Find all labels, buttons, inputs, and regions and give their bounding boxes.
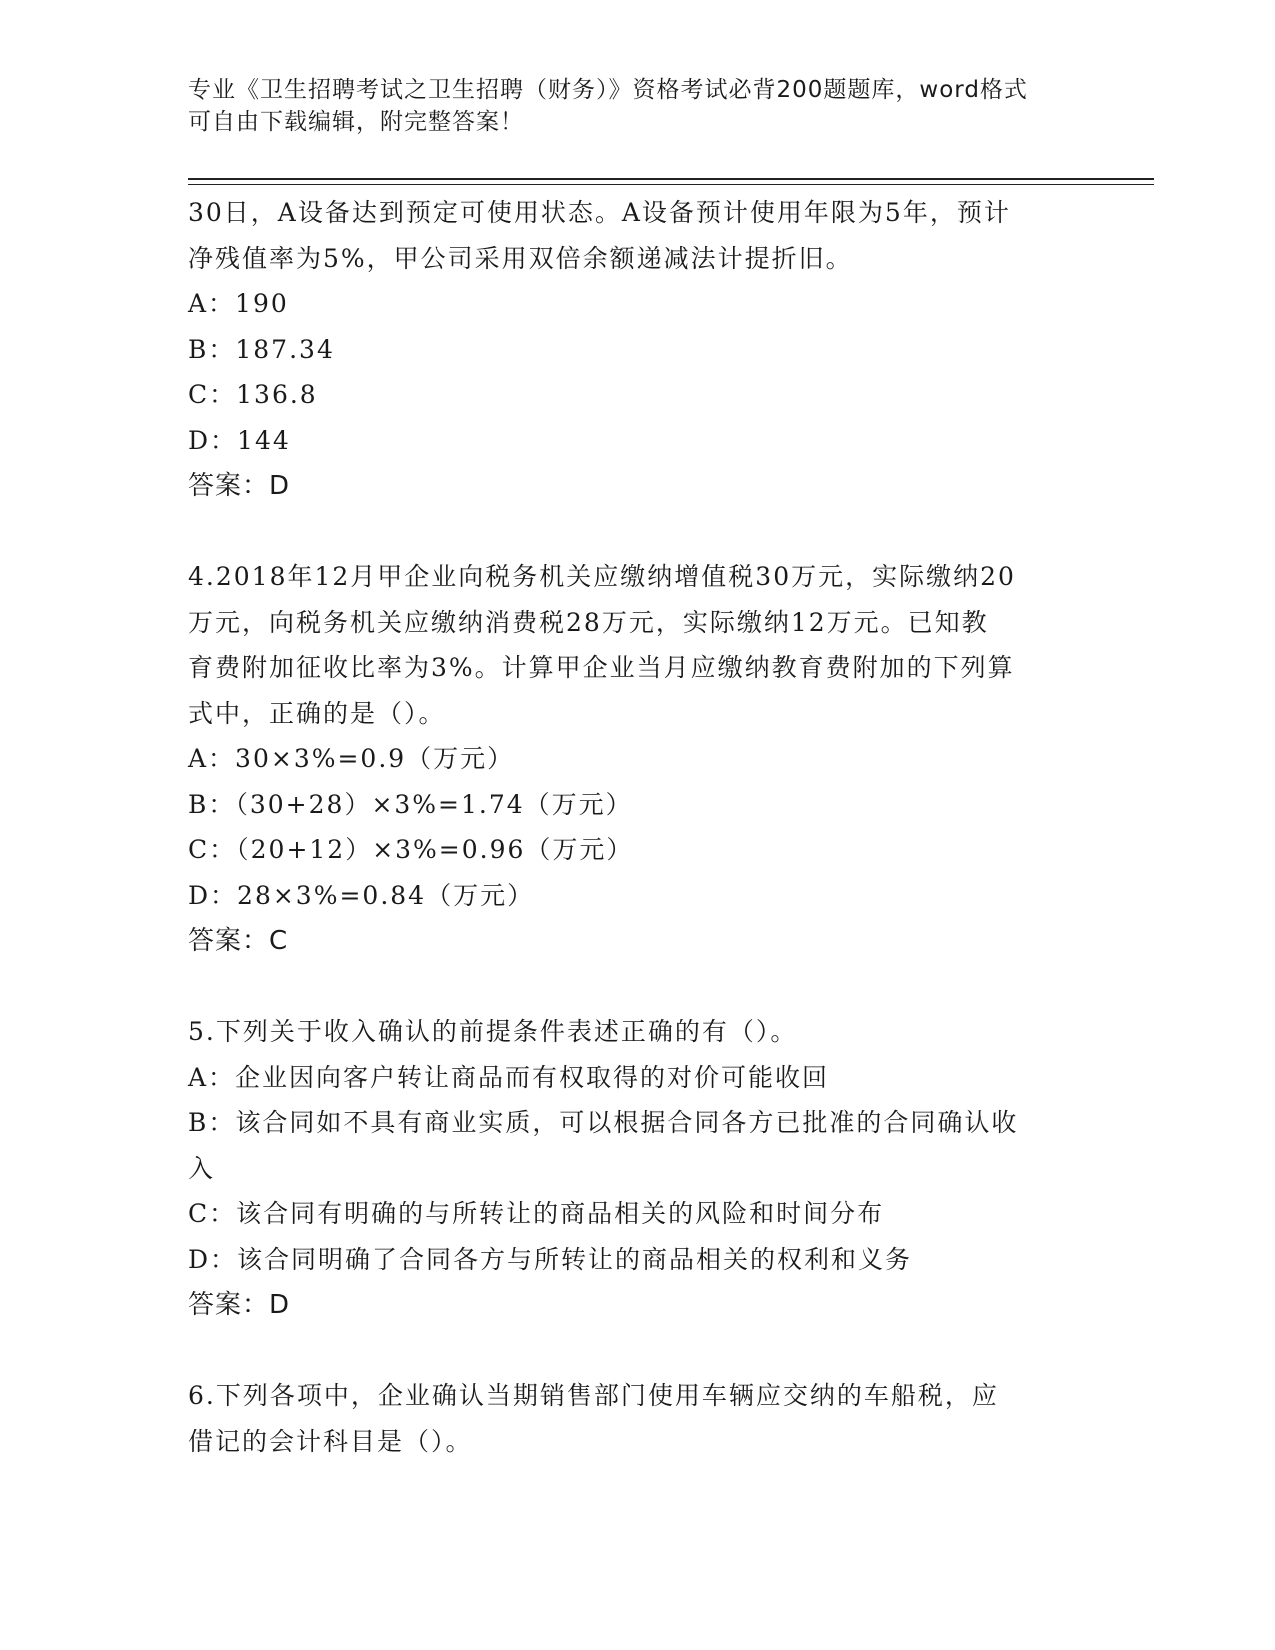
option-d: D：144	[188, 425, 291, 455]
question-text-line: 5.下列关于收入确认的前提条件表述正确的有（）。	[188, 1017, 798, 1046]
option-d: D：28×3%=0.84（万元）	[188, 880, 535, 910]
option-a: A：企业因向客户转让商品而有权取得的对价可能收回	[188, 1062, 830, 1092]
question-6	[188, 1373, 1078, 1464]
answer-label: 答案：D	[188, 471, 291, 501]
question-text-line: 净残值率为5%，甲公司采用双倍余额递减法计提折旧。	[188, 243, 853, 273]
option-c: C：136.8	[188, 380, 318, 409]
question-spacer	[188, 964, 1078, 1009]
question-text-line: 30日，A设备达到预定可使用状态。A设备预计使用年限为5年，预计	[188, 198, 1011, 227]
option-b: B：187.34	[188, 334, 335, 364]
question-4	[188, 554, 1078, 964]
option-b: B：（30+28）×3%=1.74（万元）	[188, 789, 633, 819]
answer-label: 答案：C	[188, 926, 289, 956]
question-text-line: 式中，正确的是（）。	[188, 698, 446, 728]
option-a: A：190	[188, 289, 289, 318]
option-d: D：该合同明确了合同各方与所转让的商品相关的权利和义务	[188, 1244, 913, 1274]
question-text-line: 育费附加征收比率为3%。计算甲企业当月应缴纳教育费附加的下列算	[188, 653, 1015, 682]
question-spacer	[188, 1328, 1078, 1373]
option-c: C：该合同有明确的与所转让的商品相关的风险和时间分布	[188, 1199, 885, 1228]
option-b-continued: 入	[188, 1153, 216, 1183]
header-divider-thin	[188, 184, 1154, 185]
option-b: B：该合同如不具有商业实质，可以根据合同各方已批准的合同确认收	[188, 1108, 1019, 1137]
header-divider-thick	[188, 178, 1154, 180]
question-3	[188, 190, 1078, 509]
option-a: A：30×3%=0.9（万元）	[188, 744, 515, 773]
document-header	[188, 74, 1088, 138]
option-c: C：（20+12）×3%=0.96（万元）	[188, 835, 634, 864]
question-text-line: 4.2018年12月甲企业向税务机关应缴纳增值税30万元，实际缴纳20	[188, 562, 1016, 591]
header-title-line-2: 可自由下载编辑，附完整答案！	[188, 109, 524, 135]
question-5	[188, 1009, 1078, 1328]
question-spacer	[188, 509, 1078, 554]
header-title-line-1: 专业《卫生招聘考试之卫生招聘（财务）》资格考试必背200题题库，word格式	[188, 77, 1028, 103]
answer-label: 答案：D	[188, 1290, 291, 1320]
question-text-line: 万元，向税务机关应缴纳消费税28万元，实际缴纳12万元。已知教	[188, 607, 989, 637]
question-text-line: 借记的会计科目是（）。	[188, 1426, 473, 1456]
document-body	[188, 190, 1078, 1464]
question-text-line: 6.下列各项中，企业确认当期销售部门使用车辆应交纳的车船税，应	[188, 1381, 999, 1410]
